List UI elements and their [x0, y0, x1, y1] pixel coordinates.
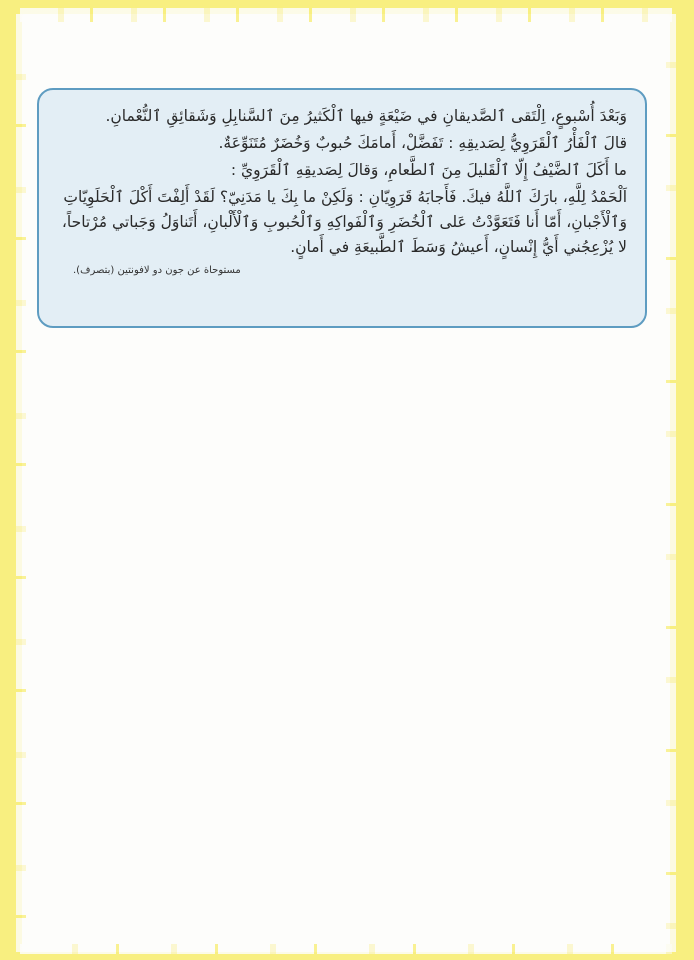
paper-edge-top — [20, 8, 672, 22]
story-source-note: مستوحاة عن جون دو لافونتين (بتصرف). — [73, 265, 241, 276]
story-paragraph-4: اَلْحَمْدُ لِلَّهِ، بارَكَ ٱللَّهُ فيكَ. فَأَجابَهُ قَرَوِيّانِ : وَلَكِنْ ما بِكَ يا مَدَنِيّ؟ لَقَدْ أَلِفْتَ أَكْلَ ٱلْحَلَوِيّاتِ وَٱلْأَجْبانِ، أَمّا أَنا فَتَعَوَّدْتُ عَلى ٱلْخُضَرِ وَٱلْفَواكِهِ وَٱلْحُبوبِ وَٱلْأَلْبانِ، أَتَناوَلُ وَجَباتي مُرْتاحاً، لا يُزْعِجُني أَيُّ إِنْسانٍ، أَعيشُ وَسَطَ ٱلطَّبيعَةِ في أَمانٍ. — [61, 188, 627, 256]
story-paragraph-1: وَبَعْدَ أُسْبوعٍ، اِلْتَقى ٱلصَّديقانِ في ضَيْعَةٍ فيها ٱلْكَثيرُ مِنَ ٱلسَّنابِلِ وَشَقائِقِ ٱلنُّعْمانِ. — [105, 107, 627, 125]
story-paragraph-3: ما أَكَلَ ٱلضَّيْفُ إِلّا ٱلْقَليلَ مِنَ ٱلطَّعامِ، وَقالَ لِصَديقِهِ ٱلْقَرَوِيِّ : — [230, 161, 627, 179]
paper-edge-left — [16, 14, 26, 952]
story-paragraph-2: قالَ ٱلْفَأْرُ ٱلْقَرَوِيُّ لِصَديقِهِ : تَفَضَّلْ، أَمامَكَ حُبوبٌ وَخُضَرٌ مُتَنَوِّعَةٌ. — [218, 134, 627, 152]
story-text-box — [37, 88, 647, 328]
paper-edge-bottom — [20, 944, 672, 954]
paper-edge-right — [666, 14, 676, 952]
